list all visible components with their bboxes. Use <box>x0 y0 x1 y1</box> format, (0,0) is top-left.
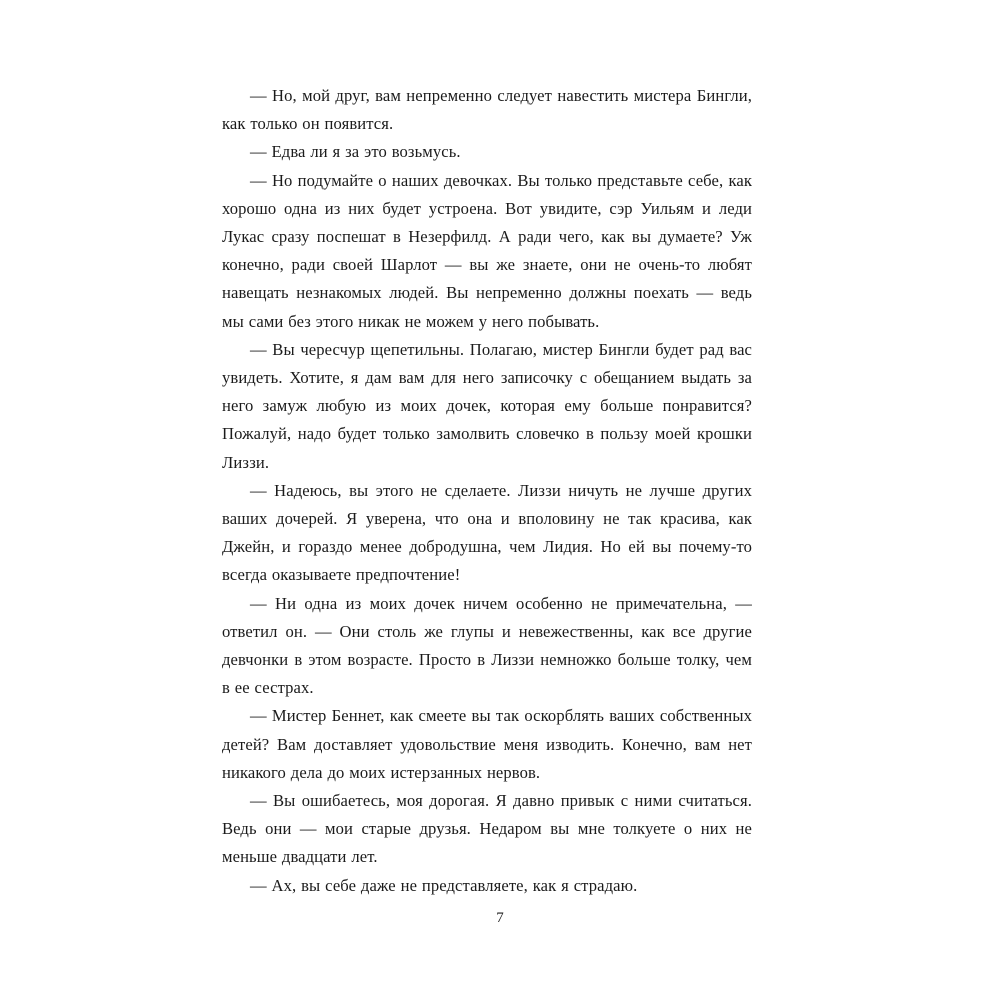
paragraph: — Ни одна из моих дочек ничем особенно не примечательна, — ответил он. — Они столь же глупы и невежественны, как все другие девчонки в этом возрасте. Просто в Лиззи немножко больше толку, чем в ее сестрах. <box>222 593 752 698</box>
paragraph: — Ах, вы себе даже не представляете, как я страдаю. <box>250 875 638 895</box>
paragraph: — Но, мой друг, вам непременно следует навестить мистера Бингли, как только он появится. <box>222 86 752 134</box>
paragraph: — Вы чересчур щепетильны. Полагаю, мистер Бингли будет рад вас увидеть. Хотите, я дам вам для него записочку с обещанием выдать за него замуж любую из моих дочек, которая ему больше понравится? Пожалуй, надо будет только замолвить словечко в пользу моей крошки Лиззи. <box>222 339 752 472</box>
paragraph: — Вы ошибаетесь, моя дорогая. Я давно привык с ними считаться. Ведь они — мои старые друзья. Недаром вы мне толкуете о них не меньше двадцати лет. <box>222 791 752 867</box>
paragraph: — Но подумайте о наших девочках. Вы только представьте себе, как хорошо одна из них будет устроена. Вот увидите, сэр Уильям и леди Лукас сразу поспешат в Незерфилд. А ради чего, как вы думаете? Уж конечно, ради своей Шарлот — вы же знаете, они не очень-то любят навещать незнакомых людей. Вы непременно должны поехать — ведь мы сами без этого никак не можем у него побывать. <box>222 170 752 331</box>
paragraph: — Мистер Беннет, как смеете вы так оскорблять ваших собственных детей? Вам доставляет удовольствие меня изводить. Конечно, вам нет никакого дела до моих истерзанных нервов. <box>222 706 752 782</box>
paragraph: — Едва ли я за это возьмусь. <box>250 142 461 162</box>
paragraph: — Надеюсь, вы этого не сделаете. Лиззи ничуть не лучше других ваших дочерей. Я уверена, что она и вполовину не так красива, как Джейн, и гораздо менее добродушна, чем Лидия. Но ей вы почему-то всегда оказываете предпочтение! <box>222 480 752 585</box>
body-text-column <box>222 82 752 900</box>
page-number: 7 <box>496 910 504 926</box>
